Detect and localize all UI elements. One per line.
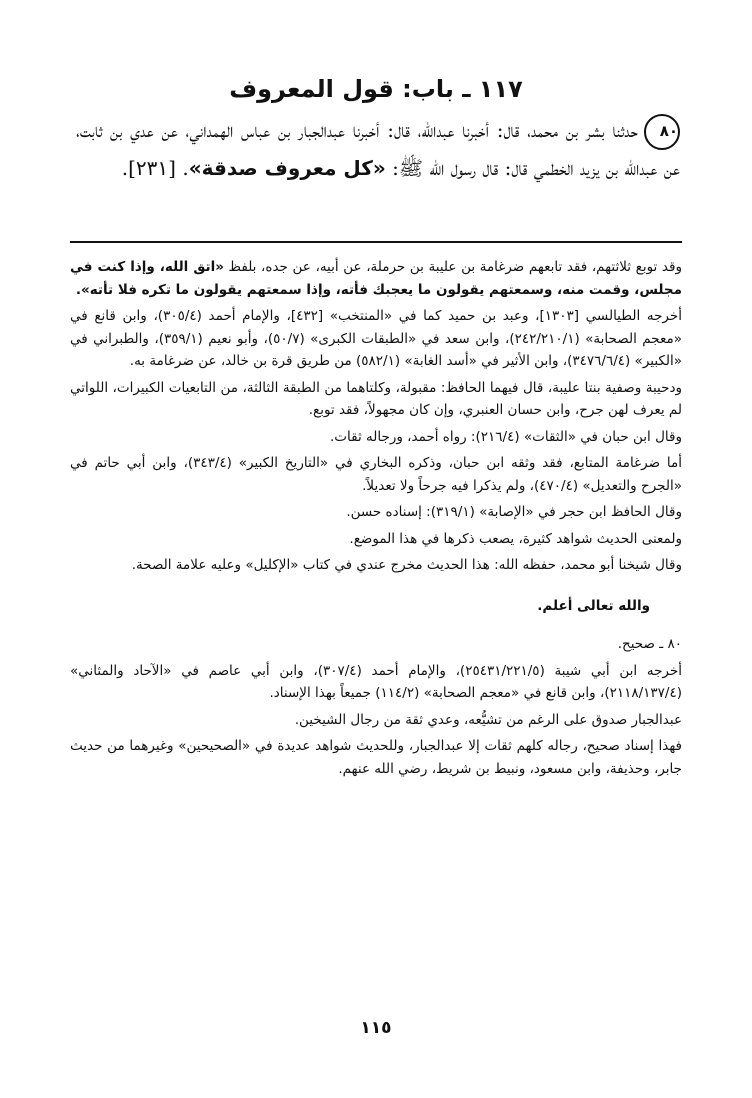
note-paragraph: أخرجه الطيالسي [١٣٠٣]، وعبد بن حميد كما في «المنتخب» [٤٣٢]، والإمام أحمد (٣٠٥/٤)، وابن قانع في «معجم الصحابة» (٢٤٢/٢١٠/١)، وابن سعد في «الطبقات الكبرى» (٥٠/٧)، وأبو نعيم (٣٥٩/١)، والطبراني في «الكبير» (٣٤٧٦/٦/٤)، وابن الأثير في «أسد الغابة» (٥٨٢/١) من طريق قرة بن خالد، عن ضرغامة به.: [70, 308, 682, 369]
note-paragraph: أما ضرغامة المتابع، فقد وثقه ابن حبان، وذكره البخاري في «التاريخ الكبير» (٣٤٣/٤)، وابن أبي حاتم في «الجرح والتعديل» (٤٧٠/٤)، ولم يذكرا فيه جرحاً ولا تعديلاً.: [70, 455, 682, 494]
note-paragraph: ولمعنى الحديث شواهد كثيرة، يصعب ذكرها في هذا الموضع.: [349, 530, 682, 547]
note-paragraph: وقال ابن حبان في «الثقات» (٢١٦/٤): رواه أحمد، ورجاله ثقات.: [330, 428, 682, 445]
footnotes: [70, 256, 682, 784]
note-paragraph: عبدالجبار صدوق على الرغم من تشيُّعه، وعدي ثقة من رجال الشيخين.: [294, 711, 682, 728]
hadith-number-badge: ٨٠: [644, 114, 680, 150]
note-paragraph: وقال شيخنا أبو محمد، حفظه الله: هذا الحديث مخرج عندي في كتاب «الإكليل» وعليه علامة الصحة.: [131, 557, 682, 573]
footnote-separator: [70, 241, 682, 243]
hadith-reference: . [٢٣١].: [121, 155, 189, 180]
note-paragraph: [70, 256, 682, 301]
chapter-title: ١١٧ ـ باب: قول المعروف: [229, 75, 523, 103]
note-text: وقد توبع ثلاثتهم، فقد تابعهم ضرغامة بن عليبة بن حرملة، عن أبيه، عن جده، بلفظ: [223, 259, 682, 275]
note-paragraph: فهذا إسناد صحيح، رجاله كلهم ثقات إلا عبدالجبار، وللحديث شواهد عديدة في «الصحيحين» وغيرهما من حديث جابر، وحذيفة، وابن مسعود، ونبيط بن شريط، رضي الله عنهم.: [70, 738, 682, 777]
note-bold-text: «اتق الله، وإذا كنت في مجلس، وقمت منه، وسمعتهم يقولون ما يعجبك فأته، وإذا سمعتهم يقولون ما تكره فلا تأته».: [70, 259, 682, 298]
note-paragraph: وقال الحافظ ابن حجر في «الإصابة» (٣١٩/١): إسناده حسن.: [346, 504, 682, 520]
hadith-text: [76, 112, 680, 186]
note-paragraph: ودحيبة وصفية بنتا عليبة، قال فيهما الحافظ: مقبولة، وكلتاهما من الطبقة الثالثة، من التابعيات الكبيرات، اللواتي لم يعرف لهن جرح، وابن حسان العنبري، وإن كان مجهولاً، فقد توبع.: [70, 379, 682, 418]
closing-phrase: والله تعالى أعلم.: [537, 597, 650, 614]
note-paragraph: أخرجه ابن أبي شيبة (٢٥٤٣١/٢٢١/٥)، والإمام أحمد (٣٠٧/٤)، وابن أبي عاصم في «الآحاد والمثاني» (٢١١٨/١٣٧/٤)، وابن قانع في «معجم الصحابة» (١١٤/٢) جميعاً بهذا الإسناد.: [70, 662, 682, 701]
grading-heading: ٨٠ ـ صحيح.: [617, 636, 682, 652]
hadith-isnad: حدثنا بشر بن محمد، قال: أخبرنا عبدالله، قال: أخبرنا عبدالجبار بن عباس الهمداني، عن عدي بن ثابت، عن عبدالله بن يزيد الخطمي قال: قال رسول الله ﷺ:: [76, 118, 680, 180]
hadith-matn: «كل معروف صدقة»: [188, 155, 386, 180]
page-number: ١١٥: [360, 1018, 392, 1038]
